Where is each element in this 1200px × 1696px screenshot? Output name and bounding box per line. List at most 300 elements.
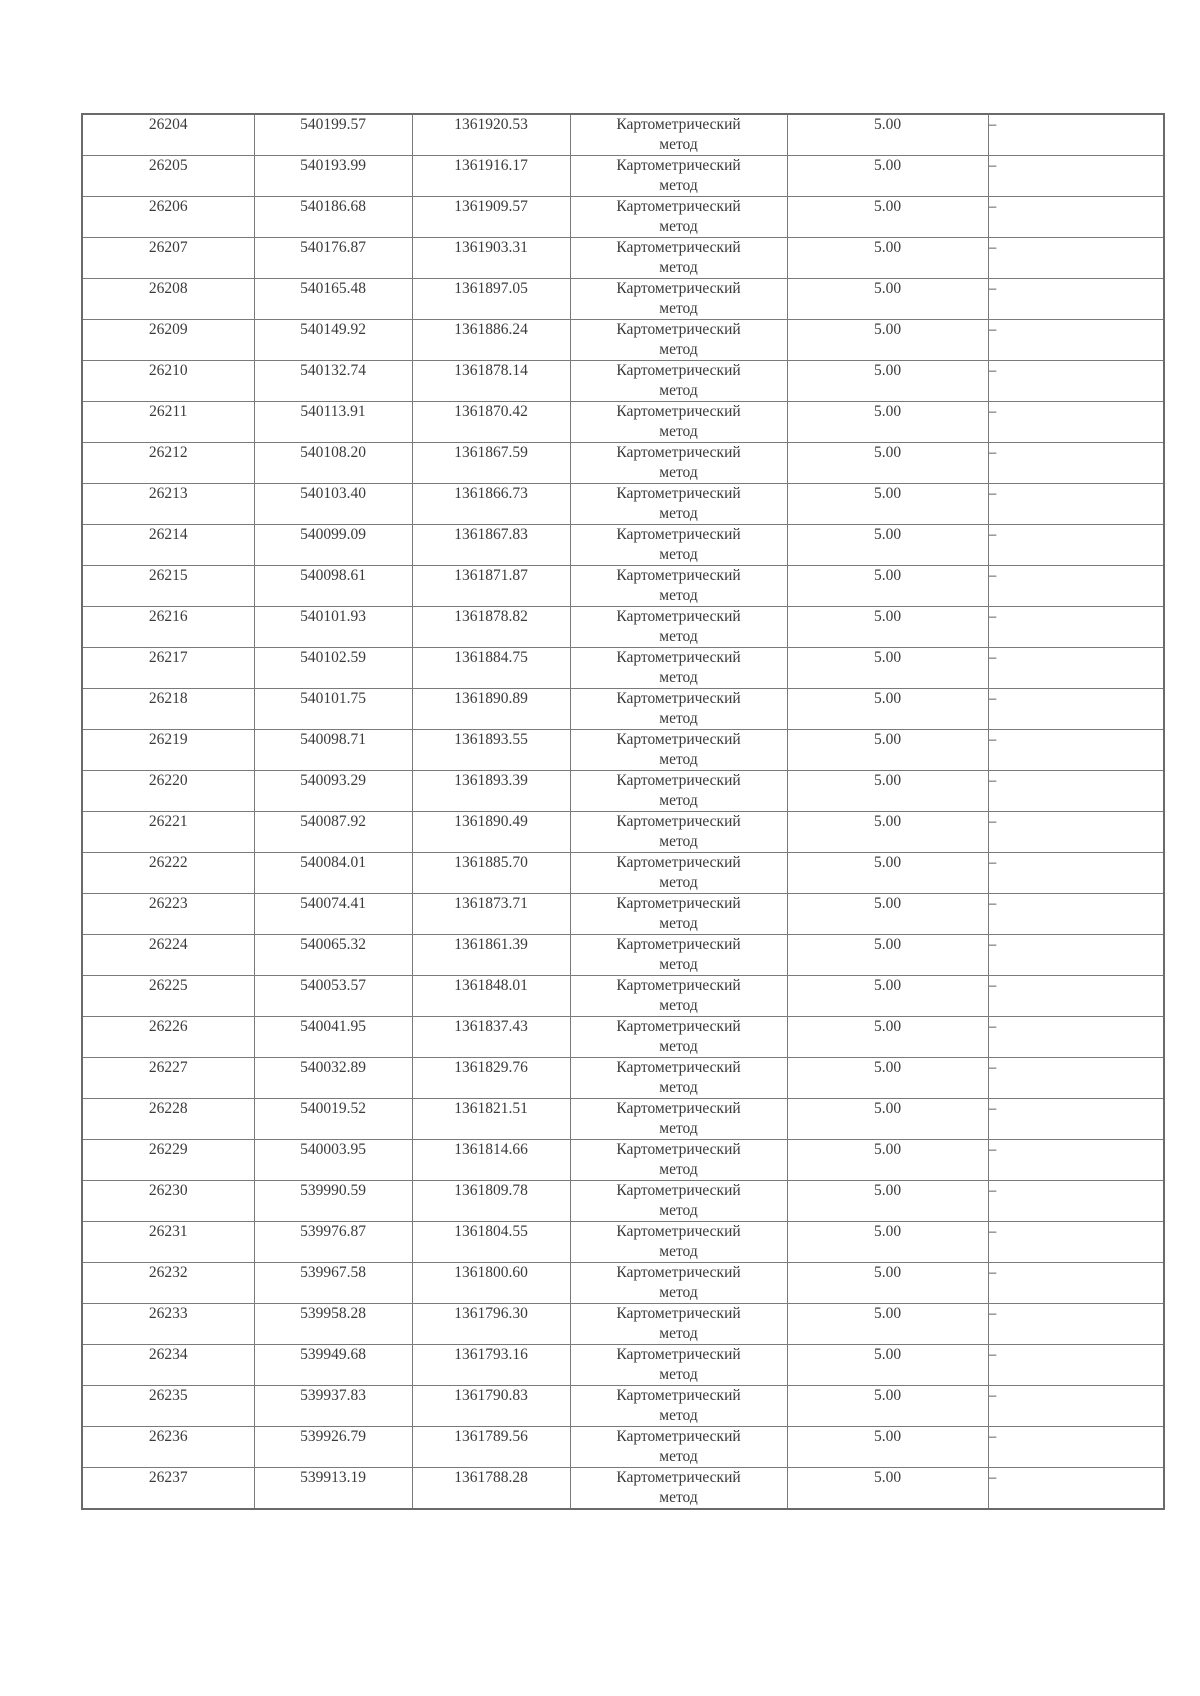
- x-coordinate-cell: 540084.01: [254, 853, 412, 894]
- method-text-line2: метод: [659, 628, 698, 645]
- x-coordinate-cell: 540087.92: [254, 812, 412, 853]
- method-cell: [570, 1099, 787, 1140]
- accuracy-cell: 5.00: [787, 114, 988, 156]
- note-cell: –: [988, 1345, 1164, 1386]
- table-row: [82, 402, 1164, 443]
- x-coordinate-cell: 540041.95: [254, 1017, 412, 1058]
- point-number-cell: 26232: [82, 1263, 254, 1304]
- x-coordinate-cell: 540102.59: [254, 648, 412, 689]
- note-cell: –: [988, 812, 1164, 853]
- method-cell: [570, 1427, 787, 1468]
- y-coordinate-cell: 1361796.30: [412, 1304, 570, 1345]
- y-coordinate-cell: 1361871.87: [412, 566, 570, 607]
- table-row: [82, 1468, 1164, 1510]
- accuracy-cell: 5.00: [787, 1386, 988, 1427]
- method-text-line1: Картометрический: [616, 280, 741, 297]
- method-cell: [570, 1263, 787, 1304]
- note-cell: –: [988, 156, 1164, 197]
- method-cell: [570, 730, 787, 771]
- note-cell: –: [988, 689, 1164, 730]
- y-coordinate-cell: 1361788.28: [412, 1468, 570, 1510]
- method-text-line2: метод: [659, 464, 698, 481]
- method-text-line2: метод: [659, 915, 698, 932]
- accuracy-cell: 5.00: [787, 1427, 988, 1468]
- point-number-cell: 26207: [82, 238, 254, 279]
- method-text-line2: метод: [659, 259, 698, 276]
- y-coordinate-cell: 1361873.71: [412, 894, 570, 935]
- accuracy-cell: 5.00: [787, 525, 988, 566]
- method-text-line1: Картометрический: [616, 690, 741, 707]
- point-number-cell: 26230: [82, 1181, 254, 1222]
- method-text-line2: метод: [659, 751, 698, 768]
- method-text-line1: Картометрический: [616, 854, 741, 871]
- x-coordinate-cell: 540108.20: [254, 443, 412, 484]
- method-text-line2: метод: [659, 218, 698, 235]
- point-number-cell: 26225: [82, 976, 254, 1017]
- method-text-line1: Картометрический: [616, 1018, 741, 1035]
- method-text-line2: метод: [659, 1161, 698, 1178]
- point-number-cell: 26223: [82, 894, 254, 935]
- y-coordinate-cell: 1361867.59: [412, 443, 570, 484]
- x-coordinate-cell: 540176.87: [254, 238, 412, 279]
- accuracy-cell: 5.00: [787, 689, 988, 730]
- accuracy-cell: 5.00: [787, 402, 988, 443]
- point-number-cell: 26220: [82, 771, 254, 812]
- x-coordinate-cell: 540113.91: [254, 402, 412, 443]
- x-coordinate-cell: 539913.19: [254, 1468, 412, 1510]
- accuracy-cell: 5.00: [787, 156, 988, 197]
- y-coordinate-cell: 1361890.49: [412, 812, 570, 853]
- table-row: [82, 1304, 1164, 1345]
- method-cell: [570, 1140, 787, 1181]
- point-number-cell: 26227: [82, 1058, 254, 1099]
- method-text-line1: Картометрический: [616, 1059, 741, 1076]
- y-coordinate-cell: 1361878.14: [412, 361, 570, 402]
- point-number-cell: 26217: [82, 648, 254, 689]
- method-text-line1: Картометрический: [616, 649, 741, 666]
- accuracy-cell: 5.00: [787, 361, 988, 402]
- y-coordinate-cell: 1361809.78: [412, 1181, 570, 1222]
- x-coordinate-cell: 540101.75: [254, 689, 412, 730]
- method-cell: [570, 484, 787, 525]
- x-coordinate-cell: 539958.28: [254, 1304, 412, 1345]
- accuracy-cell: 5.00: [787, 1263, 988, 1304]
- point-number-cell: 26233: [82, 1304, 254, 1345]
- method-text-line2: метод: [659, 833, 698, 850]
- method-text-line1: Картометрический: [616, 1387, 741, 1404]
- x-coordinate-cell: 540032.89: [254, 1058, 412, 1099]
- y-coordinate-cell: 1361897.05: [412, 279, 570, 320]
- point-number-cell: 26229: [82, 1140, 254, 1181]
- table-row: [82, 156, 1164, 197]
- method-text-line1: Картометрический: [616, 239, 741, 256]
- method-cell: [570, 402, 787, 443]
- coordinates-table: [81, 113, 1165, 1510]
- y-coordinate-cell: 1361920.53: [412, 114, 570, 156]
- method-cell: [570, 1468, 787, 1510]
- method-text-line2: метод: [659, 1038, 698, 1055]
- table-row: [82, 976, 1164, 1017]
- table-row: [82, 771, 1164, 812]
- table-row: [82, 894, 1164, 935]
- y-coordinate-cell: 1361861.39: [412, 935, 570, 976]
- method-text-line2: метод: [659, 1489, 698, 1506]
- table-row: [82, 1427, 1164, 1468]
- method-cell: [570, 1386, 787, 1427]
- table-row: [82, 361, 1164, 402]
- method-cell: [570, 197, 787, 238]
- y-coordinate-cell: 1361870.42: [412, 402, 570, 443]
- table-row: [82, 1017, 1164, 1058]
- accuracy-cell: 5.00: [787, 484, 988, 525]
- method-cell: [570, 935, 787, 976]
- method-text-line1: Картометрический: [616, 1346, 741, 1363]
- method-text-line2: метод: [659, 1079, 698, 1096]
- point-number-cell: 26237: [82, 1468, 254, 1510]
- method-text-line1: Картометрический: [616, 1141, 741, 1158]
- method-text-line1: Картометрический: [616, 403, 741, 420]
- method-text-line2: метод: [659, 1202, 698, 1219]
- method-cell: [570, 238, 787, 279]
- point-number-cell: 26213: [82, 484, 254, 525]
- note-cell: –: [988, 402, 1164, 443]
- x-coordinate-cell: 540193.99: [254, 156, 412, 197]
- method-cell: [570, 1058, 787, 1099]
- method-text-line1: Картометрический: [616, 1469, 741, 1486]
- method-text-line1: Картометрический: [616, 567, 741, 584]
- method-text-line2: метод: [659, 792, 698, 809]
- y-coordinate-cell: 1361814.66: [412, 1140, 570, 1181]
- note-cell: –: [988, 1468, 1164, 1510]
- point-number-cell: 26206: [82, 197, 254, 238]
- x-coordinate-cell: 540065.32: [254, 935, 412, 976]
- table-row: [82, 1058, 1164, 1099]
- x-coordinate-cell: 540099.09: [254, 525, 412, 566]
- accuracy-cell: 5.00: [787, 443, 988, 484]
- note-cell: –: [988, 361, 1164, 402]
- note-cell: –: [988, 976, 1164, 1017]
- method-cell: [570, 279, 787, 320]
- accuracy-cell: 5.00: [787, 1017, 988, 1058]
- method-text-line1: Картометрический: [616, 731, 741, 748]
- accuracy-cell: 5.00: [787, 1304, 988, 1345]
- point-number-cell: 26222: [82, 853, 254, 894]
- point-number-cell: 26209: [82, 320, 254, 361]
- point-number-cell: 26226: [82, 1017, 254, 1058]
- point-number-cell: 26210: [82, 361, 254, 402]
- table-row: [82, 238, 1164, 279]
- x-coordinate-cell: 540149.92: [254, 320, 412, 361]
- method-text-line2: метод: [659, 874, 698, 891]
- method-text-line1: Картометрический: [616, 157, 741, 174]
- method-text-line2: метод: [659, 341, 698, 358]
- y-coordinate-cell: 1361890.89: [412, 689, 570, 730]
- y-coordinate-cell: 1361866.73: [412, 484, 570, 525]
- note-cell: –: [988, 443, 1164, 484]
- accuracy-cell: 5.00: [787, 1140, 988, 1181]
- accuracy-cell: 5.00: [787, 730, 988, 771]
- x-coordinate-cell: 539926.79: [254, 1427, 412, 1468]
- table-row: [82, 1099, 1164, 1140]
- y-coordinate-cell: 1361789.56: [412, 1427, 570, 1468]
- note-cell: –: [988, 566, 1164, 607]
- x-coordinate-cell: 539967.58: [254, 1263, 412, 1304]
- y-coordinate-cell: 1361878.82: [412, 607, 570, 648]
- y-coordinate-cell: 1361909.57: [412, 197, 570, 238]
- method-text-line2: метод: [659, 546, 698, 563]
- method-text-line1: Картометрический: [616, 1305, 741, 1322]
- method-cell: [570, 648, 787, 689]
- y-coordinate-cell: 1361903.31: [412, 238, 570, 279]
- method-text-line1: Картометрический: [616, 608, 741, 625]
- point-number-cell: 26208: [82, 279, 254, 320]
- note-cell: –: [988, 1017, 1164, 1058]
- method-cell: [570, 1017, 787, 1058]
- y-coordinate-cell: 1361916.17: [412, 156, 570, 197]
- y-coordinate-cell: 1361886.24: [412, 320, 570, 361]
- note-cell: –: [988, 1222, 1164, 1263]
- accuracy-cell: 5.00: [787, 607, 988, 648]
- x-coordinate-cell: 540098.61: [254, 566, 412, 607]
- y-coordinate-cell: 1361800.60: [412, 1263, 570, 1304]
- note-cell: –: [988, 525, 1164, 566]
- x-coordinate-cell: 540199.57: [254, 114, 412, 156]
- method-text-line2: метод: [659, 1120, 698, 1137]
- point-number-cell: 26214: [82, 525, 254, 566]
- note-cell: –: [988, 238, 1164, 279]
- method-text-line2: метод: [659, 382, 698, 399]
- x-coordinate-cell: 540003.95: [254, 1140, 412, 1181]
- y-coordinate-cell: 1361821.51: [412, 1099, 570, 1140]
- method-text-line1: Картометрический: [616, 362, 741, 379]
- y-coordinate-cell: 1361893.39: [412, 771, 570, 812]
- method-text-line2: метод: [659, 587, 698, 604]
- method-text-line1: Картометрический: [616, 895, 741, 912]
- method-cell: [570, 894, 787, 935]
- method-text-line2: метод: [659, 300, 698, 317]
- x-coordinate-cell: 539990.59: [254, 1181, 412, 1222]
- point-number-cell: 26221: [82, 812, 254, 853]
- method-text-line1: Картометрический: [616, 1428, 741, 1445]
- note-cell: –: [988, 771, 1164, 812]
- note-cell: –: [988, 1058, 1164, 1099]
- x-coordinate-cell: 540103.40: [254, 484, 412, 525]
- y-coordinate-cell: 1361837.43: [412, 1017, 570, 1058]
- table-row: [82, 1263, 1164, 1304]
- method-cell: [570, 607, 787, 648]
- table-row: [82, 607, 1164, 648]
- method-text-line1: Картометрический: [616, 321, 741, 338]
- x-coordinate-cell: 539976.87: [254, 1222, 412, 1263]
- method-text-line2: метод: [659, 956, 698, 973]
- accuracy-cell: 5.00: [787, 812, 988, 853]
- method-text-line2: метод: [659, 1448, 698, 1465]
- point-number-cell: 26205: [82, 156, 254, 197]
- note-cell: –: [988, 1427, 1164, 1468]
- y-coordinate-cell: 1361893.55: [412, 730, 570, 771]
- point-number-cell: 26212: [82, 443, 254, 484]
- method-cell: [570, 1345, 787, 1386]
- accuracy-cell: 5.00: [787, 238, 988, 279]
- table-row: [82, 114, 1164, 156]
- y-coordinate-cell: 1361885.70: [412, 853, 570, 894]
- accuracy-cell: 5.00: [787, 320, 988, 361]
- method-text-line2: метод: [659, 997, 698, 1014]
- x-coordinate-cell: 539937.83: [254, 1386, 412, 1427]
- table-row: [82, 935, 1164, 976]
- method-text-line2: метод: [659, 669, 698, 686]
- method-text-line1: Картометрический: [616, 116, 741, 133]
- table-row: [82, 730, 1164, 771]
- table-row: [82, 648, 1164, 689]
- method-cell: [570, 443, 787, 484]
- note-cell: –: [988, 1263, 1164, 1304]
- y-coordinate-cell: 1361884.75: [412, 648, 570, 689]
- accuracy-cell: 5.00: [787, 197, 988, 238]
- y-coordinate-cell: 1361790.83: [412, 1386, 570, 1427]
- x-coordinate-cell: 540074.41: [254, 894, 412, 935]
- table-body: [82, 114, 1164, 1509]
- point-number-cell: 26219: [82, 730, 254, 771]
- accuracy-cell: 5.00: [787, 935, 988, 976]
- note-cell: –: [988, 484, 1164, 525]
- method-cell: [570, 1181, 787, 1222]
- y-coordinate-cell: 1361829.76: [412, 1058, 570, 1099]
- method-cell: [570, 853, 787, 894]
- table-row: [82, 566, 1164, 607]
- method-text-line2: метод: [659, 136, 698, 153]
- table-row: [82, 1181, 1164, 1222]
- point-number-cell: 26228: [82, 1099, 254, 1140]
- table-row: [82, 443, 1164, 484]
- accuracy-cell: 5.00: [787, 894, 988, 935]
- method-cell: [570, 114, 787, 156]
- method-text-line2: метод: [659, 1366, 698, 1383]
- table-row: [82, 320, 1164, 361]
- method-cell: [570, 976, 787, 1017]
- y-coordinate-cell: 1361848.01: [412, 976, 570, 1017]
- table-row: [82, 484, 1164, 525]
- x-coordinate-cell: 540186.68: [254, 197, 412, 238]
- method-text-line1: Картометрический: [616, 772, 741, 789]
- accuracy-cell: 5.00: [787, 1345, 988, 1386]
- x-coordinate-cell: 540165.48: [254, 279, 412, 320]
- table-row: [82, 812, 1164, 853]
- method-cell: [570, 812, 787, 853]
- note-cell: –: [988, 320, 1164, 361]
- y-coordinate-cell: 1361804.55: [412, 1222, 570, 1263]
- method-text-line2: метод: [659, 423, 698, 440]
- table-row: [82, 1386, 1164, 1427]
- method-cell: [570, 320, 787, 361]
- method-cell: [570, 1304, 787, 1345]
- method-cell: [570, 1222, 787, 1263]
- method-text-line1: Картометрический: [616, 977, 741, 994]
- point-number-cell: 26234: [82, 1345, 254, 1386]
- table-row: [82, 689, 1164, 730]
- x-coordinate-cell: 540019.52: [254, 1099, 412, 1140]
- method-text-line1: Картометрический: [616, 485, 741, 502]
- point-number-cell: 26231: [82, 1222, 254, 1263]
- method-cell: [570, 361, 787, 402]
- method-cell: [570, 156, 787, 197]
- y-coordinate-cell: 1361867.83: [412, 525, 570, 566]
- accuracy-cell: 5.00: [787, 771, 988, 812]
- note-cell: –: [988, 114, 1164, 156]
- method-text-line1: Картометрический: [616, 1223, 741, 1240]
- accuracy-cell: 5.00: [787, 566, 988, 607]
- note-cell: –: [988, 1181, 1164, 1222]
- method-text-line2: метод: [659, 1407, 698, 1424]
- table-row: [82, 197, 1164, 238]
- table-row: [82, 1345, 1164, 1386]
- note-cell: –: [988, 1140, 1164, 1181]
- method-cell: [570, 525, 787, 566]
- note-cell: –: [988, 935, 1164, 976]
- note-cell: –: [988, 853, 1164, 894]
- note-cell: –: [988, 648, 1164, 689]
- point-number-cell: 26204: [82, 114, 254, 156]
- method-text-line1: Картометрический: [616, 1182, 741, 1199]
- method-cell: [570, 771, 787, 812]
- table-row: [82, 1140, 1164, 1181]
- note-cell: –: [988, 730, 1164, 771]
- method-text-line1: Картометрический: [616, 813, 741, 830]
- method-cell: [570, 689, 787, 730]
- accuracy-cell: 5.00: [787, 853, 988, 894]
- note-cell: –: [988, 894, 1164, 935]
- method-text-line1: Картометрический: [616, 444, 741, 461]
- x-coordinate-cell: 540132.74: [254, 361, 412, 402]
- method-text-line2: метод: [659, 710, 698, 727]
- x-coordinate-cell: 540093.29: [254, 771, 412, 812]
- point-number-cell: 26218: [82, 689, 254, 730]
- point-number-cell: 26211: [82, 402, 254, 443]
- method-text-line2: метод: [659, 505, 698, 522]
- note-cell: –: [988, 1099, 1164, 1140]
- method-cell: [570, 566, 787, 607]
- method-text-line1: Картометрический: [616, 1264, 741, 1281]
- accuracy-cell: 5.00: [787, 1099, 988, 1140]
- method-text-line2: метод: [659, 1325, 698, 1342]
- note-cell: –: [988, 1386, 1164, 1427]
- accuracy-cell: 5.00: [787, 1222, 988, 1263]
- point-number-cell: 26235: [82, 1386, 254, 1427]
- accuracy-cell: 5.00: [787, 279, 988, 320]
- table-row: [82, 853, 1164, 894]
- accuracy-cell: 5.00: [787, 648, 988, 689]
- table-row: [82, 525, 1164, 566]
- method-text-line2: метод: [659, 177, 698, 194]
- method-text-line1: Картометрический: [616, 198, 741, 215]
- table-row: [82, 279, 1164, 320]
- point-number-cell: 26236: [82, 1427, 254, 1468]
- point-number-cell: 26216: [82, 607, 254, 648]
- x-coordinate-cell: 539949.68: [254, 1345, 412, 1386]
- accuracy-cell: 5.00: [787, 1181, 988, 1222]
- point-number-cell: 26215: [82, 566, 254, 607]
- note-cell: –: [988, 1304, 1164, 1345]
- accuracy-cell: 5.00: [787, 976, 988, 1017]
- point-number-cell: 26224: [82, 935, 254, 976]
- x-coordinate-cell: 540101.93: [254, 607, 412, 648]
- x-coordinate-cell: 540053.57: [254, 976, 412, 1017]
- method-text-line1: Картометрический: [616, 936, 741, 953]
- method-text-line1: Картометрический: [616, 526, 741, 543]
- note-cell: –: [988, 197, 1164, 238]
- note-cell: –: [988, 279, 1164, 320]
- method-text-line1: Картометрический: [616, 1100, 741, 1117]
